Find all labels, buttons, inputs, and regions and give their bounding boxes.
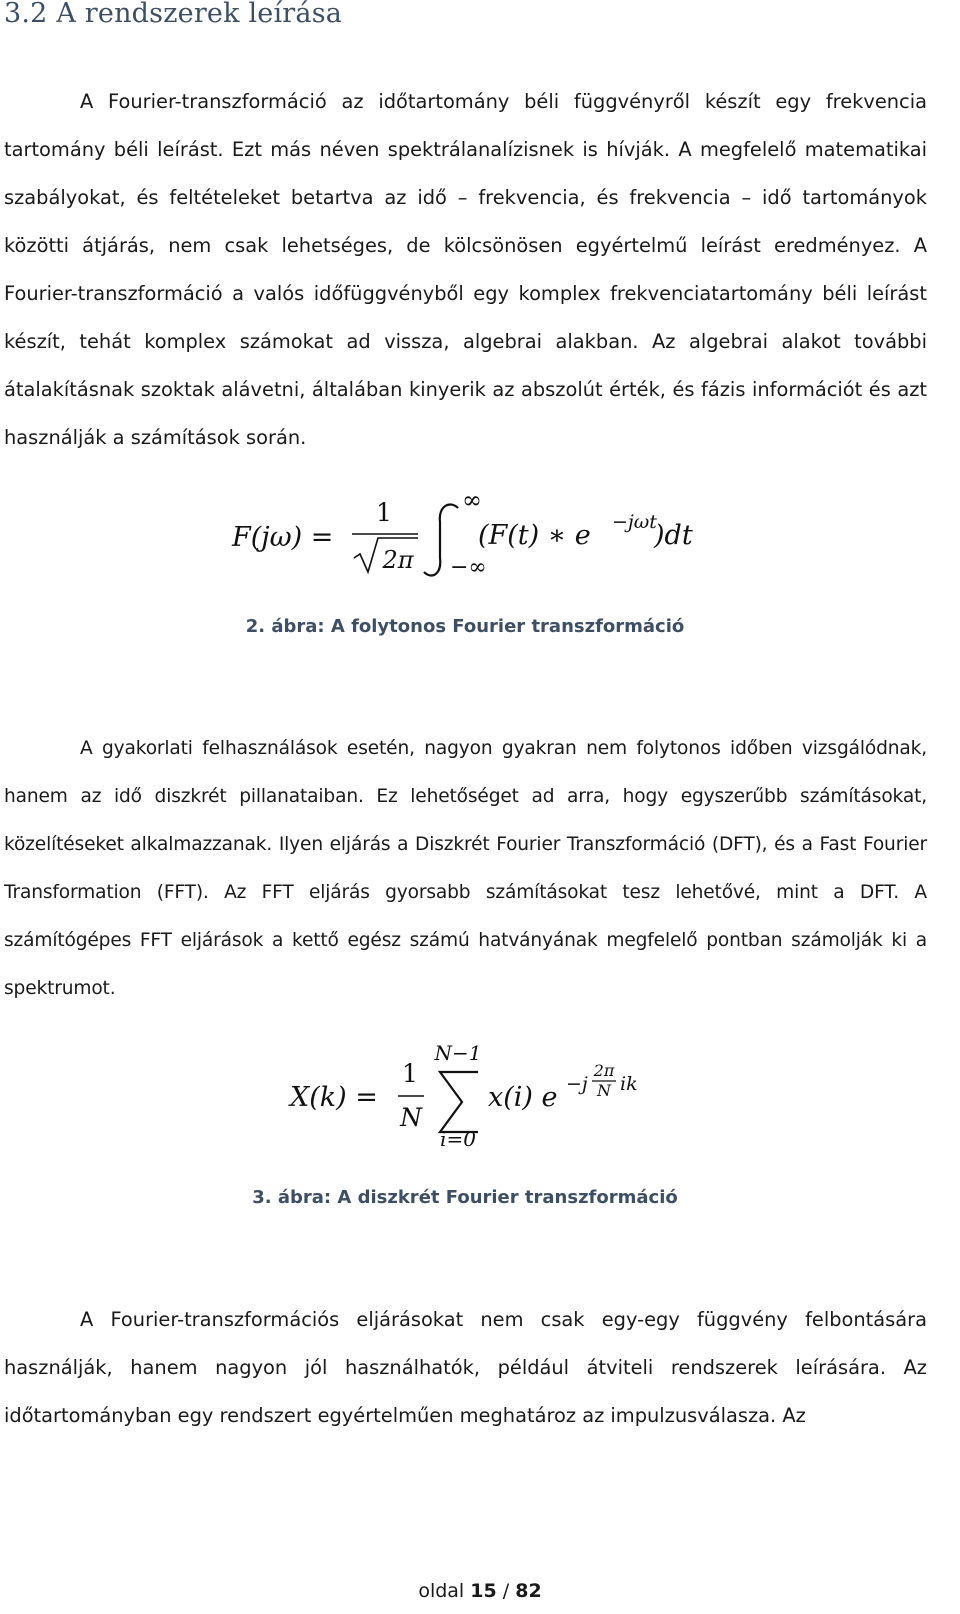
footer-label: oldal — [418, 1580, 465, 1602]
section-heading: 3.2 A rendszerek leírása — [4, 0, 343, 29]
formula2-lower-limit: i=0 — [440, 1127, 476, 1150]
formula-discrete-fourier — [0, 1038, 960, 1150]
formula-continuous-fourier — [0, 488, 960, 584]
formula2-numerator: 1 — [402, 1059, 418, 1088]
page-footer — [0, 1580, 960, 1602]
footer-separator: / — [502, 1580, 510, 1602]
formula2-exp-denominator: N — [597, 1081, 611, 1100]
formula1-exponent: −jωt — [612, 511, 657, 533]
formula1-numerator: 1 — [376, 498, 392, 527]
formula1-upper-limit: ∞ — [462, 488, 482, 514]
formula1-lhs: F(jω) = — [232, 522, 334, 553]
formula2-upper-limit: N−1 — [434, 1041, 482, 1065]
formula1-integrand: (F(t) ∗ e — [478, 520, 591, 551]
formula2-exp-numerator: 2π — [593, 1061, 615, 1080]
formula2-summand: x(i) e — [488, 1082, 558, 1113]
formula1-lower-limit: −∞ — [450, 555, 487, 580]
paragraph-system-description: A Fourier-transzformációs eljárásokat nem csak egy-egy függvény felbontására használják, hanem nagyon jól használhatók, például átviteli rendszerek leírására. Az időtartományban egy rendszert egyértelműen meghatároz az impulzusválasza. Az — [4, 1308, 927, 1427]
footer-current-page: 15 — [470, 1580, 497, 1602]
formula1-denominator: 2π — [382, 546, 414, 574]
figure-caption-2: 2. ábra: A folytonos Fourier transzformáció — [245, 616, 685, 637]
paragraph-fourier-intro: A Fourier-transzformáció az időtartomány béli függvényről készít egy frekvencia tartomány béli leírást. Ezt más néven spektrálanalízisnek is hívják. A megfelelő matematikai szabályokat, és feltételeket betartva az idő – frekvencia, és frekvencia – idő tartományok közötti átjárás, nem csak lehetséges, de kölcsönösen egyértelmű leírást eredményez. A Fourier-transzformáció a valós időfüggvényből egy komplex frekvenciatartomány béli leírást készít, tehát komplex számokat ad vissza, algebrai alakban. Az algebrai alakot további átalakításnak szoktak alávetni, általában kinyerik az abszolút érték, és fázis információt és azt használják a számítások során. — [4, 90, 927, 449]
formula2-exp-suffix: ik — [620, 1073, 638, 1095]
footer-total-pages: 82 — [515, 1580, 542, 1602]
paragraph-discrete-fourier: A gyakorlati felhasználások esetén, nagyon gyakran nem folytonos időben vizsgálódnak, hanem az idő diszkrét pillanataiban. Ez lehetőséget ad arra, hogy egyszerűbb számításokat, közelítéseket alkalmazzanak. Ilyen eljárás a Diszkrét Fourier Transzformáció (DFT), és a Fast Fourier Transformation (FFT). Az FFT eljárás gyorsabb számításokat tesz lehetővé, mint a DFT. A számítógépes FFT eljárások a kettő egész számú hatványának megfelelő pontban számolják ki a spektrumot. — [4, 738, 927, 999]
formula2-denominator: N — [400, 1103, 422, 1132]
formula2-lhs: X(k) = — [290, 1082, 378, 1113]
formula2-exp-prefix: −j — [566, 1073, 588, 1095]
figure-caption-3: 3. ábra: A diszkrét Fourier transzformáció — [252, 1187, 678, 1208]
formula1-tail: )dt — [654, 520, 693, 551]
formula2-sum-sign — [440, 1072, 478, 1132]
